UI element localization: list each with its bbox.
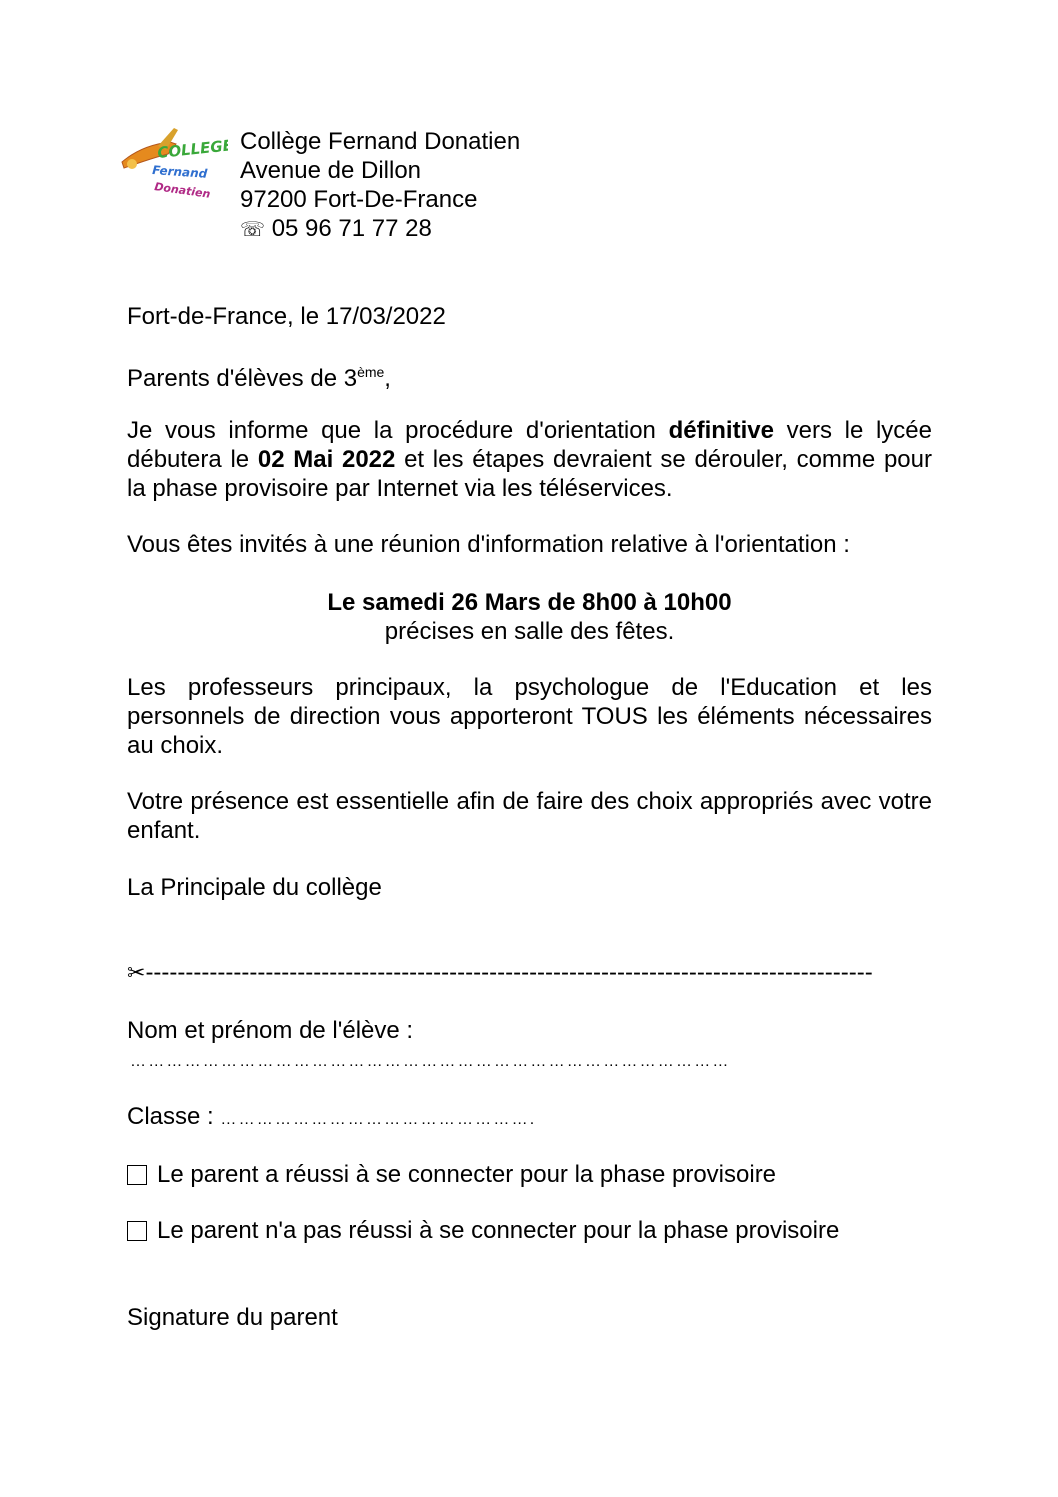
paragraph-presence: Votre présence est essentielle afin de faire des choix appropriés avec votre enfant. bbox=[127, 788, 932, 844]
scissors-icon: ✂ bbox=[127, 961, 146, 986]
cut-dashes: ------------------------------------------------------------------------------------------- bbox=[145, 959, 873, 986]
school-street: Avenue de Dillon bbox=[240, 157, 422, 184]
paragraph-procedure-part: vers le lycée débutera le bbox=[127, 417, 932, 473]
option-not-connected-label: Le parent n'a pas réussi à se connecter pour la phase provisoire bbox=[157, 1217, 840, 1244]
emphasis-definitive: définitive bbox=[668, 417, 774, 444]
checkbox-not-connected[interactable] bbox=[127, 1221, 147, 1241]
salutation bbox=[127, 358, 391, 393]
salutation-text: Parents d'élèves de 3 bbox=[127, 365, 358, 392]
checkbox-connected[interactable] bbox=[127, 1165, 147, 1185]
class-field-row bbox=[127, 1102, 536, 1134]
emphasis-start-date: 02 Mai 2022 bbox=[257, 446, 396, 473]
school-address bbox=[240, 127, 520, 244]
cut-line bbox=[127, 958, 932, 988]
paragraph-staff: Les professeurs principaux, la psychologue de l'Education et les personnels de direction vous apporteront TOUS les éléments nécessaires au choix. bbox=[127, 674, 932, 759]
paragraph-procedure bbox=[127, 416, 932, 503]
school-phone-line bbox=[240, 214, 520, 244]
parent-signature-label: Signature du parent bbox=[127, 1304, 338, 1331]
school-logo-graphic bbox=[118, 124, 228, 200]
logo-text-2: Fernand bbox=[151, 163, 208, 181]
option-not-connected[interactable] bbox=[127, 1216, 839, 1245]
class-field[interactable]: ……………………………………………. bbox=[220, 1111, 537, 1128]
school-city: 97200 Fort-De-France bbox=[240, 186, 478, 213]
salutation-superscript: ème bbox=[357, 364, 385, 380]
logo-text-3: Donatien bbox=[153, 180, 212, 200]
student-name-label: Nom et prénom de l'élève : bbox=[127, 1017, 414, 1044]
school-name: Collège Fernand Donatien bbox=[240, 128, 521, 155]
telephone-icon: ☏ bbox=[240, 217, 266, 241]
principal-signature: La Principale du collège bbox=[127, 874, 382, 901]
paragraph-procedure-part: Je vous informe que la procédure d'orientation bbox=[127, 417, 669, 444]
class-label: Classe : bbox=[127, 1103, 221, 1130]
meeting-title-text: Le samedi 26 Mars de 8h00 à 10h00 bbox=[327, 589, 732, 616]
meeting-info bbox=[127, 588, 932, 646]
paragraph-procedure-part: et les étapes devraient se dérouler, comme pour la phase provisoire par Internet via les téléservices. bbox=[127, 446, 932, 502]
salutation-comma: , bbox=[384, 365, 391, 392]
option-connected-label: Le parent a réussi à se connecter pour la phase provisoire bbox=[157, 1161, 777, 1188]
logo-text-1: COLLEGE bbox=[156, 136, 228, 162]
letter-date: Fort-de-France, le 17/03/2022 bbox=[127, 303, 446, 330]
school-logo bbox=[118, 124, 228, 200]
meeting-place: précises en salle des fêtes. bbox=[384, 618, 675, 645]
meeting-title bbox=[127, 588, 932, 617]
paragraph-invitation: Vous êtes invités à une réunion d'information relative à l'orientation : bbox=[127, 531, 850, 558]
option-connected[interactable] bbox=[127, 1160, 776, 1189]
student-name-field[interactable]: ……………………………………………………………………………………… bbox=[130, 1053, 731, 1070]
school-phone: 05 96 71 77 28 bbox=[271, 215, 432, 242]
